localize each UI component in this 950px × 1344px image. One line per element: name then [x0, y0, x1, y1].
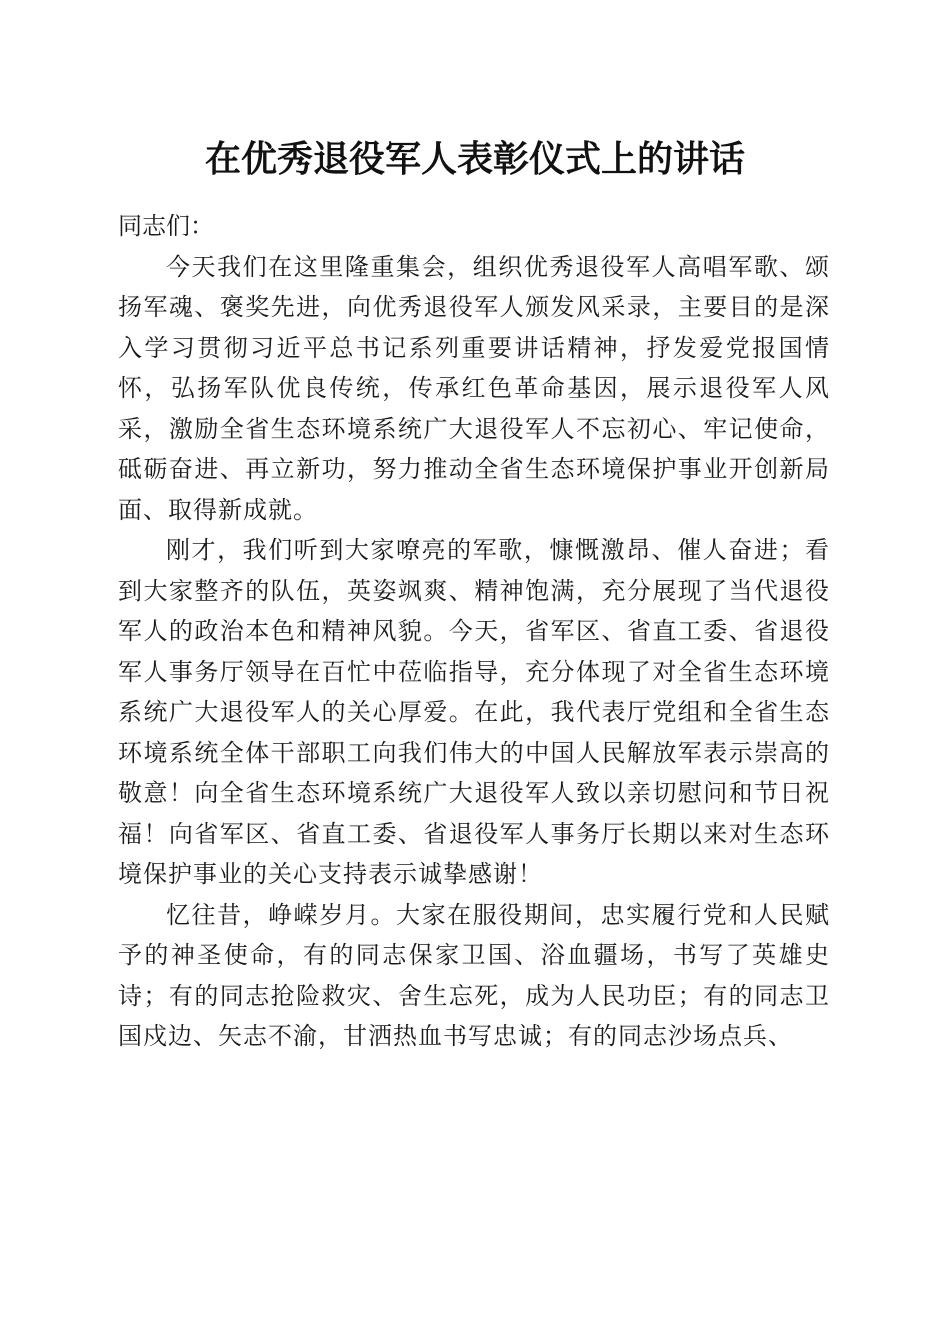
salutation: 同志们：	[118, 212, 214, 240]
paragraph-3: 忆往昔，峥嵘岁月。大家在服役期间，忠实履行党和人民赋予的神圣使命，有的同志保家卫国、浴血疆场，书写了英雄史诗；有的同志抢险救灾、舍生忘死，成为人民功臣；有的同志卫国戍边、矢志不渝，甘洒热血书写忠诚；有的同志沙场点兵、	[118, 900, 830, 1050]
paragraph-2: 刚才，我们听到大家嘹亮的军歌，慷慨激昂、催人奋进；看到大家整齐的队伍，英姿飒爽、精神饱满，充分展现了当代退役军人的政治本色和精神风貌。今天，省军区、省直工委、省退役军人事务厅领导在百忙中莅临指导，充分体现了对全省生态环境系统广大退役军人的关心厚爱。在此，我代表厅党组和全省生态环境系统全体干部职工向我们伟大的中国人民解放军表示崇高的敬意！向全省生态环境系统广大退役军人致以亲切慰问和节日祝福！向省军区、省直工委、省退役军人事务厅长期以来对生态环境保护事业的关心支持表示诚挚感谢！	[118, 536, 830, 888]
document-title: 在优秀退役军人表彰仪式上的讲话	[204, 138, 745, 180]
paragraph-1: 今天我们在这里隆重集会，组织优秀退役军人高唱军歌、颂扬军魂、褒奖先进，向优秀退役军人颁发风采录，主要目的是深入学习贯彻习近平总书记系列重要讲话精神，抒发爱党报国情怀，弘扬军队优良传统，传承红色革命基因，展示退役军人风采，激励全省生态环境系统广大退役军人不忘初心、牢记使命，砥砺奋进、再立新功，努力推动全省生态环境保护事业开创新局面、取得新成就。	[118, 252, 830, 524]
document-body	[118, 206, 830, 1057]
